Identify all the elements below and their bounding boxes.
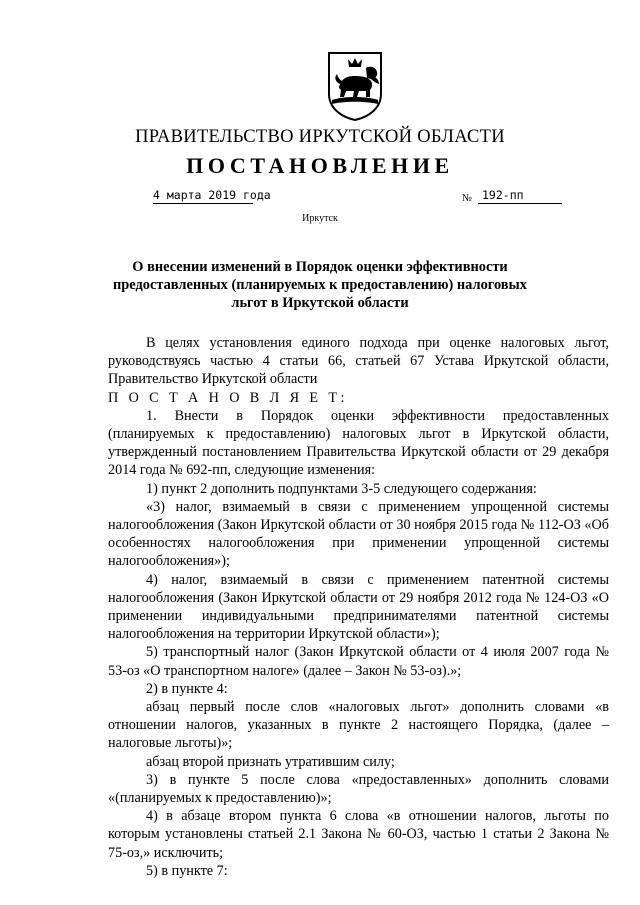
number-sign: №: [462, 193, 473, 204]
document-number: 192-пп: [478, 188, 562, 204]
body-paragraph: абзац второй признать утратившим силу;: [146, 753, 395, 770]
body-paragraph: 2) в пункте 4:: [146, 680, 228, 697]
body-paragraph: 5) в пункте 7:: [146, 862, 228, 879]
government-title: ПРАВИТЕЛЬСТВО ИРКУТСКОЙ ОБЛАСТИ: [135, 127, 505, 147]
body-paragraph: «3) налог, взимаемый в связи с применением упрощенной системы налогообложения (Закон Иркутской области от 30 ноября 2015 года № 112-ОЗ «Об особенностях налогообложения при применении упрощенной системы налогообложения»);: [108, 498, 609, 570]
preamble: В целях установления единого подхода при оценке налоговых льгот, руководствуясь частью 4 статьи 66, статьей 67 Устава Иркутской области, Правительство Иркутской области: [108, 335, 609, 388]
document-type: ПОСТАНОВЛЕНИЕ: [186, 153, 454, 178]
irkutsk-coat-of-arms-icon: [326, 50, 384, 122]
body-paragraph: 5) транспортный налог (Закон Иркутской области от 4 июля 2007 года № 53-оз «О транспортном налоге» (далее – Закон № 53-оз).»;: [108, 644, 609, 679]
body-paragraph: абзац первый после слов «налоговых льгот» дополнить словами «в отношении налогов, указанных в пункте 2 настоящего Порядка, (далее – налоговые льготы)»;: [108, 699, 609, 752]
body-paragraph: 3) в пункте 5 после слова «предоставленных» дополнить словами «(планируемых к предоставлению)»;: [108, 771, 609, 807]
body-paragraph: 1) пункт 2 дополнить подпунктами 3-5 следующего содержания:: [146, 480, 537, 497]
document-body: [108, 334, 609, 880]
city: Иркутск: [302, 213, 338, 224]
document-heading: О внесении изменений в Порядок оценки эффективности предоставленных (планируемых к предоставлению) налоговых льгот в Иркутской области: [113, 259, 527, 311]
document-date: 4 марта 2019 года: [153, 188, 271, 202]
body-paragraph: 4) в абзаце втором пункта 6 слова «в отношении налогов, льготы по которым установлены статьей 2.1 Закона № 60-ОЗ, частью 1 статьи 2 Закона № 75-оз,» исключить;: [108, 808, 609, 861]
postanovlyaet: П О С Т А Н О В Л Я Е Т:: [108, 389, 348, 406]
body-paragraph: 1. Внести в Порядок оценки эффективности предоставленных (планируемых к предоставлению) налоговых льгот в Иркутской области, утвержденный постановлением Правительства Иркутской области от 29 декабря 2014 года № 692-пп, следующие изменения:: [108, 407, 609, 479]
body-paragraph: 4) налог, взимаемый в связи с применением патентной системы налогообложения (Закон Иркутской области от 29 ноября 2012 года № 124-ОЗ «О применении индивидуальными предпринимателями патентной системы налогообложения на территории Иркутской области»);: [108, 571, 609, 643]
